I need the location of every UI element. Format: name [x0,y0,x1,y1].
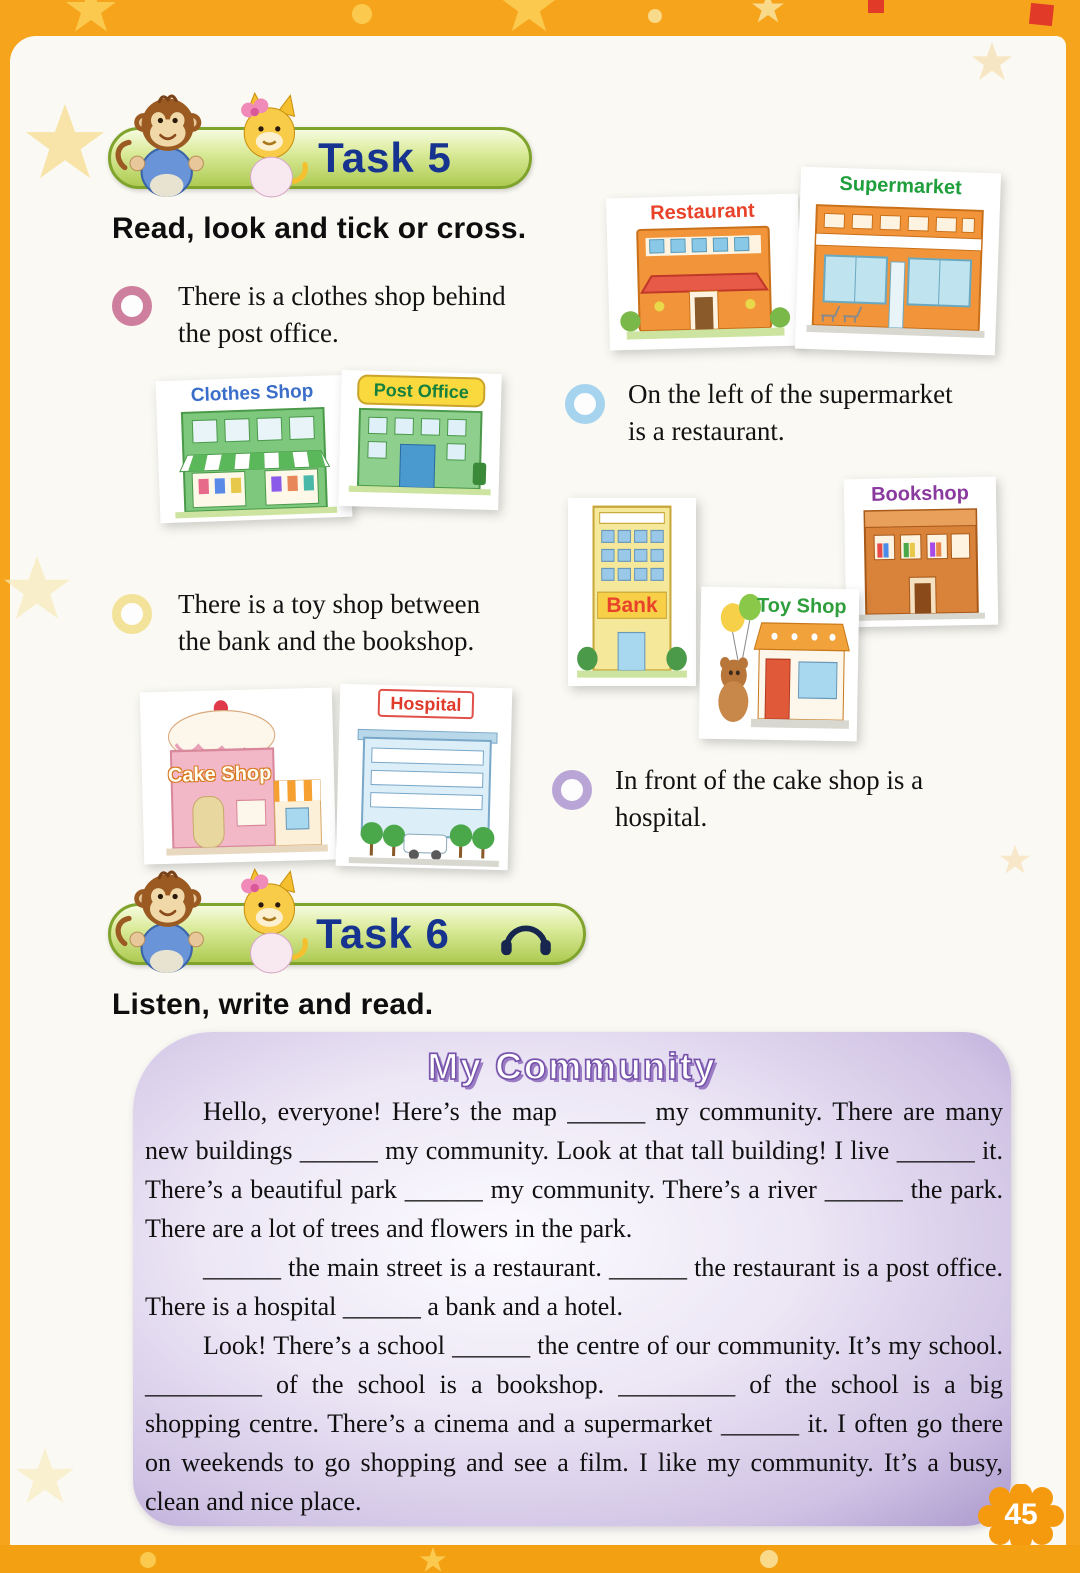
page-number: 45 [1004,1498,1038,1531]
statement-line: hospital. [615,802,708,832]
band-star [502,0,556,34]
post-office-illustration [343,406,497,498]
supermarket-illustration [800,195,995,350]
statement-4 [615,762,1005,836]
passage-paragraph[interactable]: Hello, everyone! Here’s the map ______ my community. There are many new buildings ______ my community. Look at that tall building! I live ______ it. There’s a beautiful park ______ my community. There’s a river ______ the park. There are a lot of trees and flowers in the park. [145,1097,1003,1243]
tick-circle-4[interactable] [552,770,592,810]
hospital-label: Hospital [378,689,474,719]
headphones-icon [495,915,557,957]
task6-title: Task 6 [316,910,450,957]
restaurant-card [606,194,802,351]
statement-line: In front of the cake shop is a [615,765,924,795]
bank-label: Bank [606,594,658,617]
statement-line: the bank and the bookshop. [178,626,475,656]
tick-circle-3[interactable] [112,594,152,634]
bookshop-label: Bookshop [870,482,970,506]
statement-2 [628,376,1018,450]
passage-paragraph[interactable]: ______ the main street is a restaurant. ______ the restaurant is a post office. There is a hospital ______ a bank and a hotel. [145,1253,1003,1321]
tick-circle-2[interactable] [565,384,605,424]
task5-title: Task 5 [318,134,452,181]
restaurant-illustration [612,222,797,347]
passage-title: My Community [427,1046,717,1087]
clothes-shop-label: Clothes Shop [190,380,314,407]
bookshop-illustration [849,505,993,623]
supermarket-label: Supermarket [839,172,963,200]
band-dot [140,1552,156,1568]
band-dot [352,4,372,24]
statement-line: There is a toy shop between [178,589,481,619]
statement-line: is a restaurant. [628,416,785,446]
monkey-cat-characters [112,864,322,974]
bottom-bar [0,1545,1080,1573]
hospital-illustration [340,717,508,869]
supermarket-card [795,167,1001,356]
band-star [66,0,116,34]
band-dot [648,9,662,23]
page-number-badge [978,1484,1064,1550]
band-red-square [868,0,884,13]
band-red-square [1029,3,1054,26]
cake-shop-card [140,688,336,865]
task5-instruction: Read, look and tick or cross. [112,212,527,245]
hospital-card [336,684,513,870]
statement-line: the post office. [178,318,339,348]
passage-text [145,1092,1003,1521]
bank-card [568,498,696,686]
statement-3 [178,586,568,660]
band-star [752,0,784,24]
bank-illustration [573,502,691,680]
clothes-shop-card [156,375,353,524]
statement-line: On the left of the supermarket [628,379,953,409]
monkey-cat-characters [112,88,322,198]
passage-paragraph[interactable]: Look! There’s a school ______ the centre of our community. It’s my school. _________ of the school is a bookshop. _________ of the school is a big shopping centre. There’s a cinema and a supermarket ______ it. I often go there on weekends to go shopping and see a film. I like my community. It’s a busy, clean and nice place. [145,1331,1003,1516]
cake-shop-label: Cake Shop [167,762,272,787]
clothes-shop-illustration [162,403,348,521]
task6-instruction: Listen, write and read. [112,988,434,1021]
toy-shop-label: Toy Shop [756,594,847,619]
post-office-card [338,370,502,510]
statement-1 [178,278,568,352]
tick-circle-1[interactable] [112,286,152,326]
statement-line: There is a clothes shop behind [178,281,506,311]
post-office-label: Post Office [357,374,486,407]
bookshop-card [844,477,999,628]
band-dot [760,1550,778,1568]
restaurant-label: Restaurant [649,199,755,225]
toy-shop-card [699,587,860,742]
